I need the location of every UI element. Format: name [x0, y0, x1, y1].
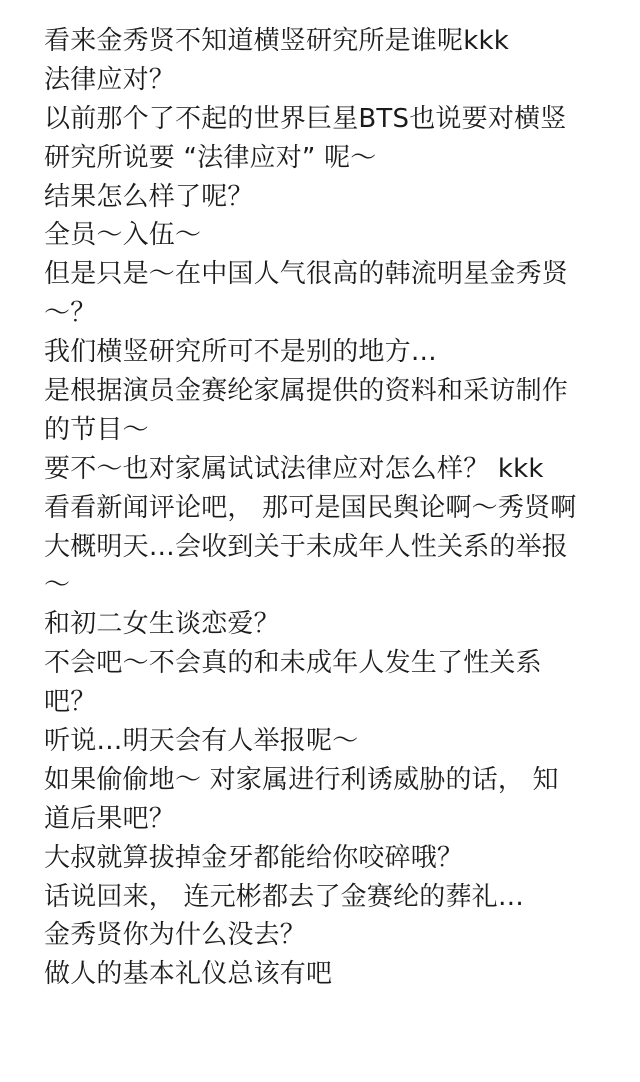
text-line: 和初二女生谈恋爱？ [44, 609, 280, 640]
text-line: 研究所说要 “法律应对” 呢～ [44, 142, 377, 173]
text-line: 听说…明天会有人举报呢～ [44, 726, 359, 757]
text-line: ～ [44, 570, 71, 601]
text-line: 全员～入伍～ [44, 220, 202, 251]
text-line: 大概明天…会收到关于未成年人性关系的举报 [44, 531, 569, 562]
post-text-body [44, 22, 614, 994]
text-line: 道后果吧？ [44, 803, 176, 834]
text-line: 法律应对？ [44, 64, 176, 95]
text-line: 要不～也对家属试试法律应对怎么样？ kkk [44, 453, 544, 484]
text-line: 如果偷偷地～ 对家属进行利诱威胁的话， 知 [44, 764, 559, 795]
text-line: 看看新闻评论吧， 那可是国民舆论啊～秀贤啊 [44, 492, 577, 523]
text-line: 不会吧～不会真的和未成年人发生了性关系 [44, 648, 542, 679]
text-line: 金秀贤你为什么没去？ [44, 920, 307, 951]
text-line: 话说回来， 连元彬都去了金赛纶的葬礼… [44, 881, 525, 912]
text-line: 但是只是～在中国人气很高的韩流明星金秀贤 [44, 259, 569, 290]
text-line: 结果怎么样了呢？ [44, 181, 254, 212]
text-line: 吧？ [44, 687, 97, 718]
text-line: 的节目～ [44, 414, 149, 445]
text-line: 是根据演员金赛纶家属提供的资料和采访制作 [44, 376, 569, 407]
text-line: 大叔就算拔掉金牙都能给你咬碎哦？ [44, 842, 464, 873]
text-line: 以前那个了不起的世界巨星BTS也说要对横竖 [44, 103, 567, 134]
text-line: 看来金秀贤不知道横竖研究所是谁呢kkk [44, 26, 509, 56]
text-line: 我们横竖研究所可不是别的地方… [44, 337, 438, 368]
text-line: ～？ [44, 298, 97, 329]
text-line: 做人的基本礼仪总该有吧 [44, 959, 333, 990]
